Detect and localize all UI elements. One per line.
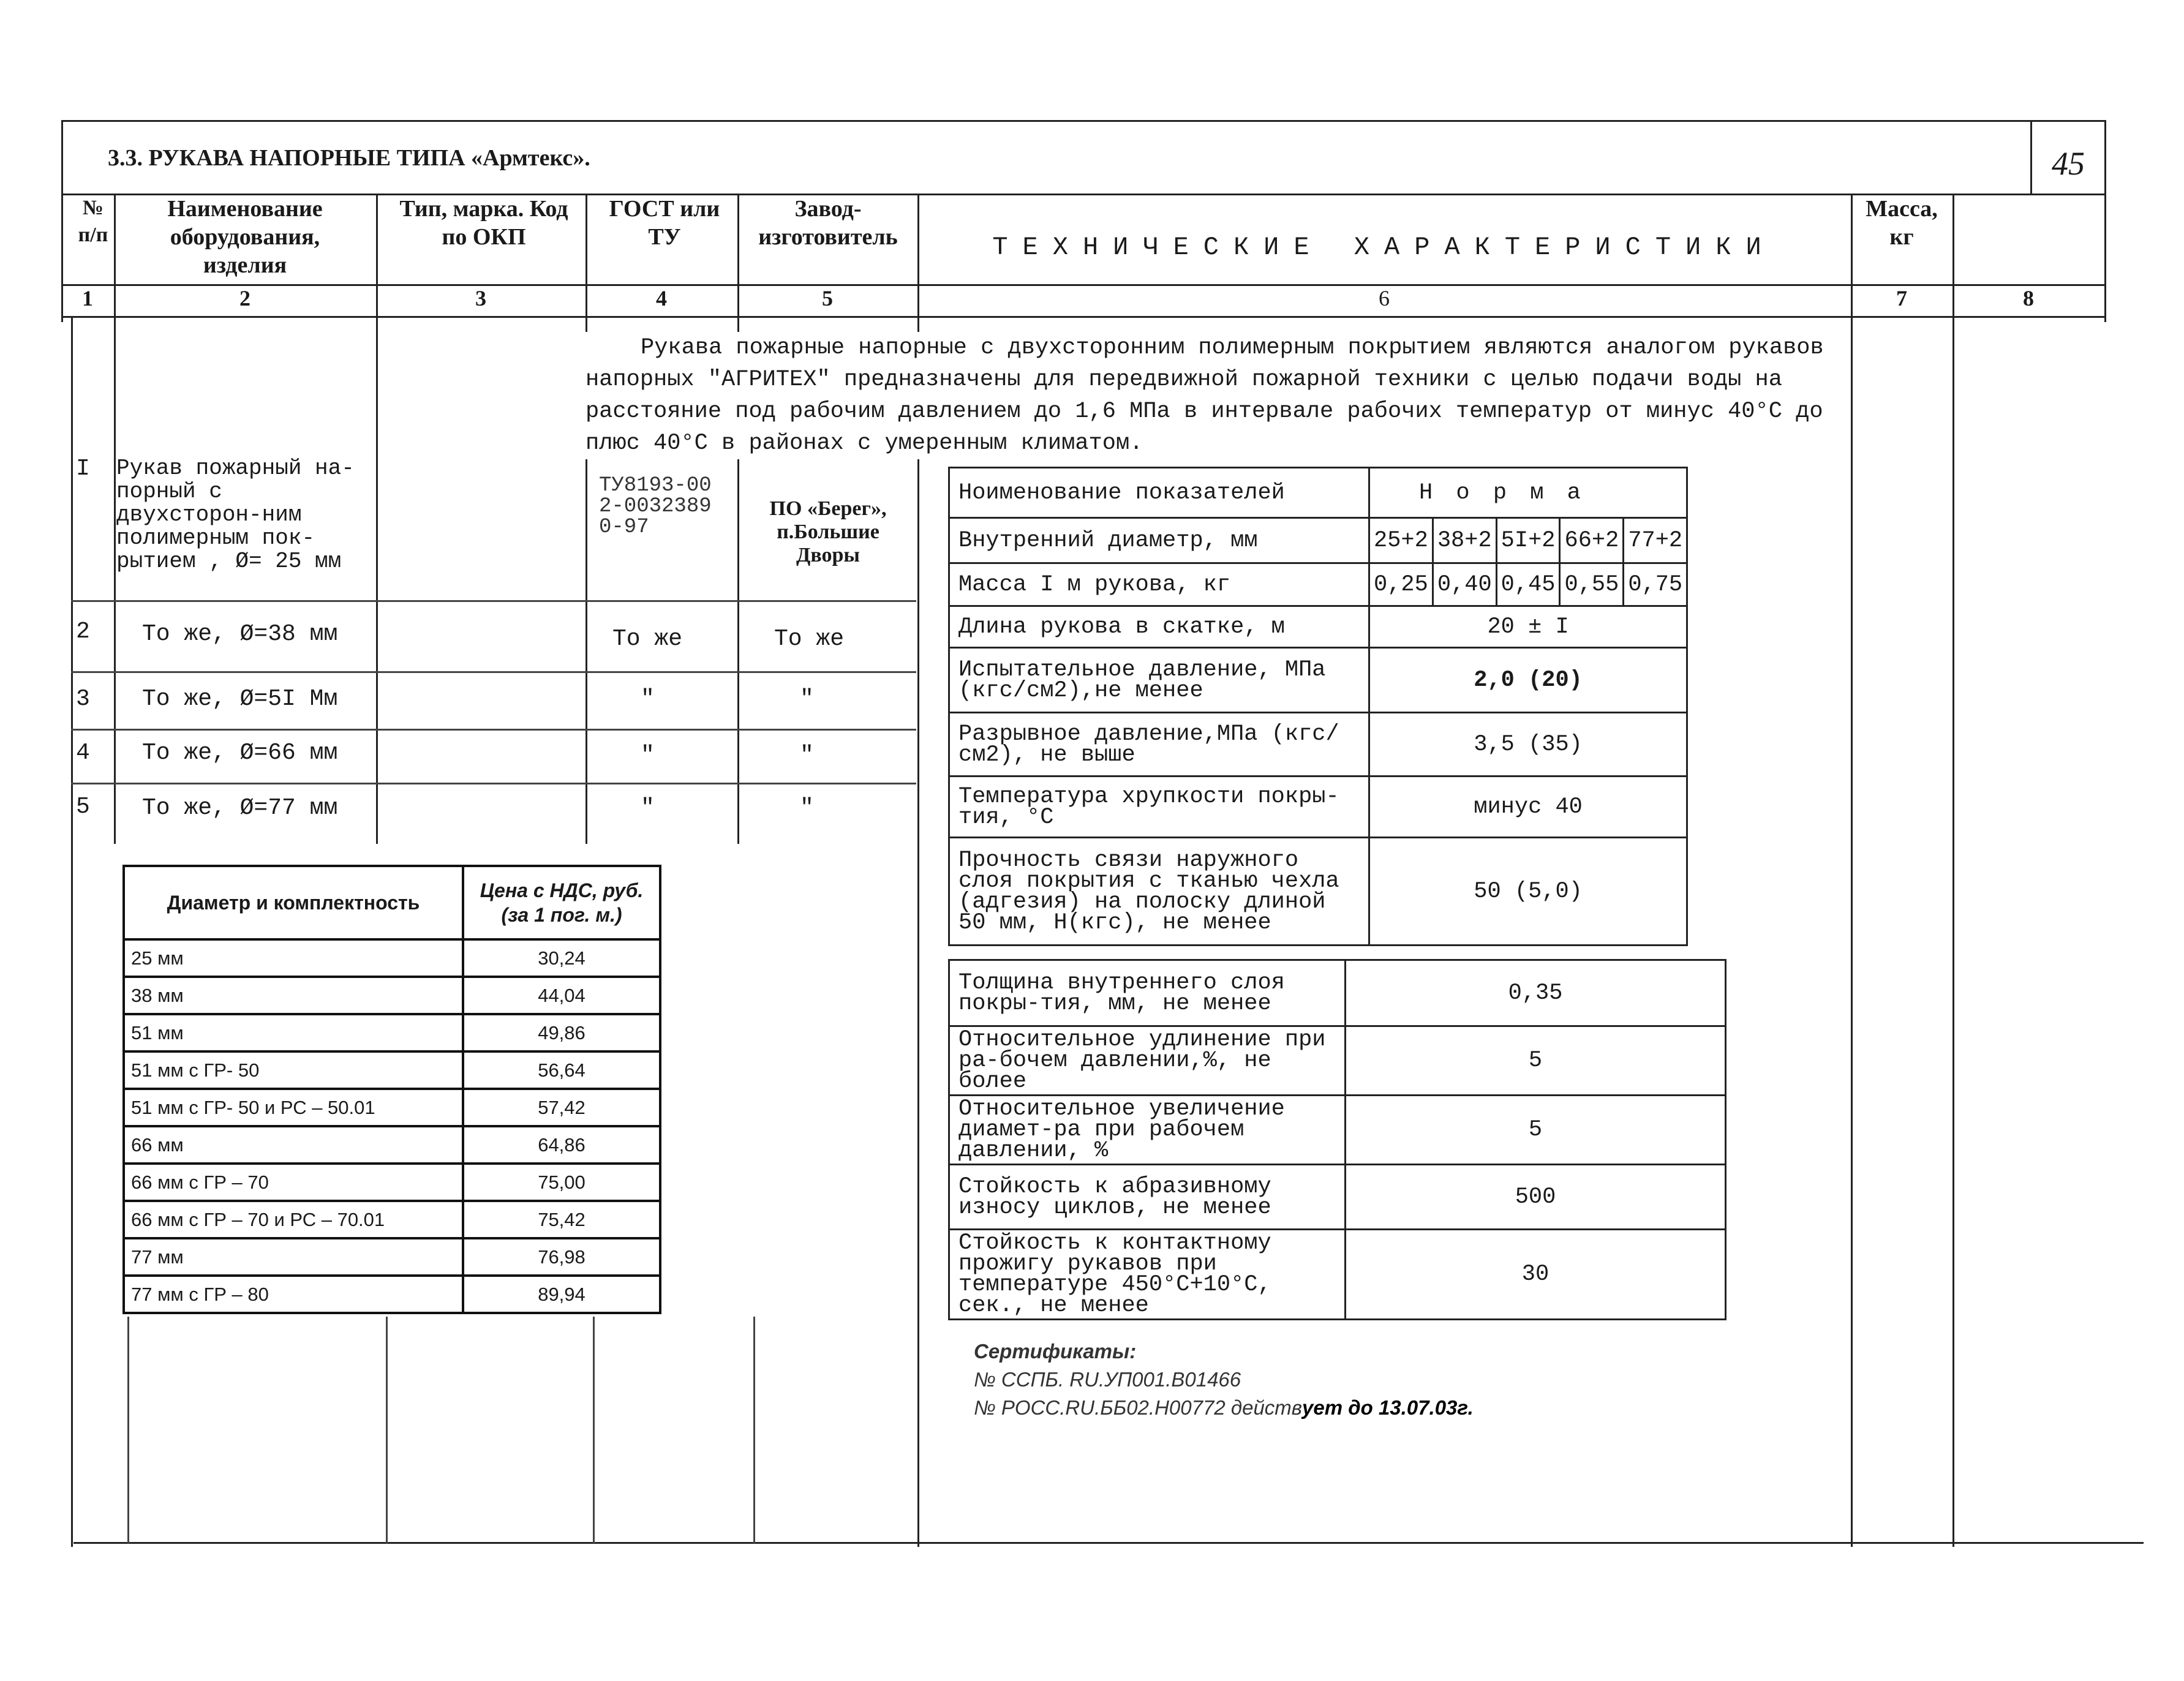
price-item: 77 мм	[124, 1238, 463, 1276]
price-item: 25 мм	[124, 939, 463, 977]
spec-row-label: Толщина внутреннего слоя покры-тия, мм, не менее	[949, 960, 1346, 1026]
price-row	[124, 1164, 660, 1201]
spec-mass-row	[949, 563, 1687, 606]
header-tech: ТЕХНИЧЕСКИЕ ХАРАКТЕРИСТИКИ	[992, 233, 1776, 262]
col-num-8: 8	[2023, 286, 2034, 310]
spec-mass: 0,45	[1496, 563, 1560, 606]
row-3-maker: "	[800, 686, 814, 712]
spec-row	[949, 838, 1687, 946]
header-mass: Масса, кг	[1866, 196, 1938, 250]
certificate-line-1: № ССПБ. RU.УП001.В01466	[974, 1368, 1241, 1391]
price-value: 30,24	[463, 939, 660, 977]
spec-row	[949, 1165, 1726, 1230]
spec-row-value: 3,5 (35)	[1369, 713, 1687, 777]
spec-mass-label: Масса I м рукова, кг	[949, 563, 1369, 606]
spec-row	[949, 1096, 1726, 1165]
spec-diam: 77+2	[1624, 518, 1687, 563]
spec-row-label: Длина рукова в скатке, м	[949, 606, 1369, 648]
price-value: 75,00	[463, 1164, 660, 1201]
row-2-maker: То же	[774, 626, 845, 652]
spec-row-value: 50 (5,0)	[1369, 838, 1687, 946]
spec-mass: 0,75	[1624, 563, 1687, 606]
col-num-1: 1	[82, 286, 93, 310]
price-item: 77 мм с ГР – 80	[124, 1276, 463, 1313]
price-table	[122, 865, 661, 1314]
price-item: 66 мм с ГР – 70	[124, 1164, 463, 1201]
spec-row	[949, 713, 1687, 777]
price-value: 76,98	[463, 1238, 660, 1276]
price-value: 44,04	[463, 977, 660, 1014]
price-item: 51 мм	[124, 1014, 463, 1051]
price-value: 56,64	[463, 1051, 660, 1089]
page-number: 45	[2052, 145, 2085, 182]
col-num-3: 3	[475, 286, 486, 310]
price-row	[124, 1126, 660, 1164]
certificate-line-2	[974, 1396, 1474, 1420]
price-item: 66 мм с ГР – 70 и РС – 70.01	[124, 1201, 463, 1238]
spec-row-label: Стойкость к абразивному износу циклов, не менее	[949, 1165, 1346, 1230]
price-row	[124, 1201, 660, 1238]
spec-mass: 0,55	[1560, 563, 1624, 606]
spec-row-value: 30	[1346, 1230, 1726, 1320]
spec-row	[949, 648, 1687, 713]
spec-header-norm: Н о р м а	[1369, 468, 1687, 518]
price-row	[124, 1089, 660, 1126]
col-num-5: 5	[822, 286, 833, 310]
price-item: 51 мм с ГР- 50 и РС – 50.01	[124, 1089, 463, 1126]
price-header-item: Диаметр и комплектность	[124, 866, 463, 939]
price-row	[124, 1014, 660, 1051]
row-2-gost: То же	[612, 626, 683, 652]
row-5-gost: "	[641, 795, 655, 821]
price-item: 38 мм	[124, 977, 463, 1014]
spec-table	[948, 467, 1688, 946]
col-num-2: 2	[239, 286, 250, 310]
spec-row-label: Разрывное давление,МПа (кгс/см2), не выше	[949, 713, 1369, 777]
price-header-price: Цена с НДС, руб. (за 1 пог. м.)	[463, 866, 660, 939]
header-num: № п/п	[78, 197, 108, 246]
spec-diam: 25+2	[1369, 518, 1433, 563]
spec-diam-label: Внутренний диаметр, мм	[949, 518, 1369, 563]
price-row	[124, 939, 660, 977]
row-5-maker: "	[800, 795, 814, 821]
spec-row	[949, 606, 1687, 648]
row-3-gost: "	[641, 686, 655, 712]
price-value: 89,94	[463, 1276, 660, 1313]
spec-diam: 5I+2	[1496, 518, 1560, 563]
header-type: Тип, марка. Код по ОКП	[399, 196, 568, 250]
col-num-6: 6	[1379, 286, 1390, 310]
row-4-maker: "	[800, 742, 814, 769]
header-maker: Завод- изготовитель	[758, 196, 898, 250]
description: Рукава пожарные напорные с двухсторонним полимерным покрытием являются аналогом рукавов напорных "АГРИТЕХ" предназначены для передвижной пожарной техники с целью подачи воды на расстояние под рабочим давлением до 1,6 МПа в интервале рабочих температур от минус 40°С до плюс 40°С в районах с умеренным климатом.	[586, 332, 1850, 459]
spec-header-row	[949, 468, 1687, 518]
row-1-num: I	[76, 456, 90, 482]
row-1-gost: ТУ8193-002-00323890-97	[599, 474, 712, 539]
row-4-num: 4	[76, 740, 90, 766]
row-2-num: 2	[76, 619, 90, 645]
spec-mass: 0,40	[1433, 563, 1496, 606]
spec-diam: 38+2	[1433, 518, 1496, 563]
spec-row	[949, 777, 1687, 838]
spec-row-value: минус 40	[1369, 777, 1687, 838]
price-item: 51 мм с ГР- 50	[124, 1051, 463, 1089]
spec-row	[949, 1026, 1726, 1096]
spec-header-name: Ноименование показателей	[949, 468, 1369, 518]
certificate-line-2b: ует до 13.07.03г.	[1302, 1396, 1474, 1419]
spec-row-label: Стойкость к контактному прожигу рукавов при температуре 450°С+10°С, сек., не менее	[949, 1230, 1346, 1320]
certificate-line-2a: № РОСС.RU.ББ02.Н00772 действ	[974, 1396, 1303, 1419]
price-value: 75,42	[463, 1201, 660, 1238]
row-4-name: То же, Ø=66 мм	[142, 740, 338, 766]
spec-row	[949, 960, 1726, 1026]
row-3-name: То же, Ø=5I Мм	[142, 686, 338, 712]
price-value: 57,42	[463, 1089, 660, 1126]
price-row	[124, 1238, 660, 1276]
row-4-gost: "	[641, 742, 655, 769]
spec-row-value: 2,0 (20)	[1369, 648, 1687, 713]
price-item: 66 мм	[124, 1126, 463, 1164]
row-3-num: 3	[76, 686, 90, 712]
spec-row-value: 20 ± I	[1369, 606, 1687, 648]
row-1-name: Рукав пожарный на-порный с двухсторон-ним полимерным пок-рытием , Ø= 25 мм	[116, 456, 355, 574]
header-gost: ГОСТ или ТУ	[609, 196, 720, 250]
row-5-num: 5	[76, 794, 90, 820]
col-num-7: 7	[1896, 286, 1907, 310]
col-num-4: 4	[656, 286, 667, 310]
spec-table-lower	[948, 959, 1726, 1320]
spec-diam-row	[949, 518, 1687, 563]
spec-row-label: Температура хрупкости покры-тия, °С	[949, 777, 1369, 838]
spec-row-label: Испытательное давление, МПа (кгс/см2),не менее	[949, 648, 1369, 713]
spec-row-value: 5	[1346, 1026, 1726, 1096]
header-name: Наименование оборудования, изделия	[167, 196, 323, 278]
row-5-name: То же, Ø=77 мм	[142, 795, 338, 821]
price-value: 49,86	[463, 1014, 660, 1051]
price-row	[124, 977, 660, 1014]
spec-row-label: Относительное увеличение диамет-ра при рабочем давлении, %	[949, 1096, 1346, 1165]
price-row	[124, 1051, 660, 1089]
spec-row-label: Прочность связи наружного слоя покрытия с тканью чехла (адгезия) на полоску длиной 50 мм, Н(кгс), не менее	[949, 838, 1369, 946]
row-2-name: То же, Ø=38 мм	[142, 621, 338, 647]
page-title: 3.3. РУКАВА НАПОРНЫЕ ТИПА «Армтекс».	[108, 145, 590, 171]
price-row	[124, 1276, 660, 1313]
spec-row	[949, 1230, 1726, 1320]
spec-row-value: 500	[1346, 1165, 1726, 1230]
row-1-maker: ПО «Берег», п.Большие Дворы	[769, 497, 887, 566]
spec-row-value: 0,35	[1346, 960, 1726, 1026]
price-value: 64,86	[463, 1126, 660, 1164]
certificates-title: Сертификаты:	[974, 1340, 1137, 1363]
spec-mass: 0,25	[1369, 563, 1433, 606]
spec-row-value: 5	[1346, 1096, 1726, 1165]
spec-diam: 66+2	[1560, 518, 1624, 563]
spec-row-label: Относительное удлинение при ра-бочем давлении,%, не более	[949, 1026, 1346, 1096]
